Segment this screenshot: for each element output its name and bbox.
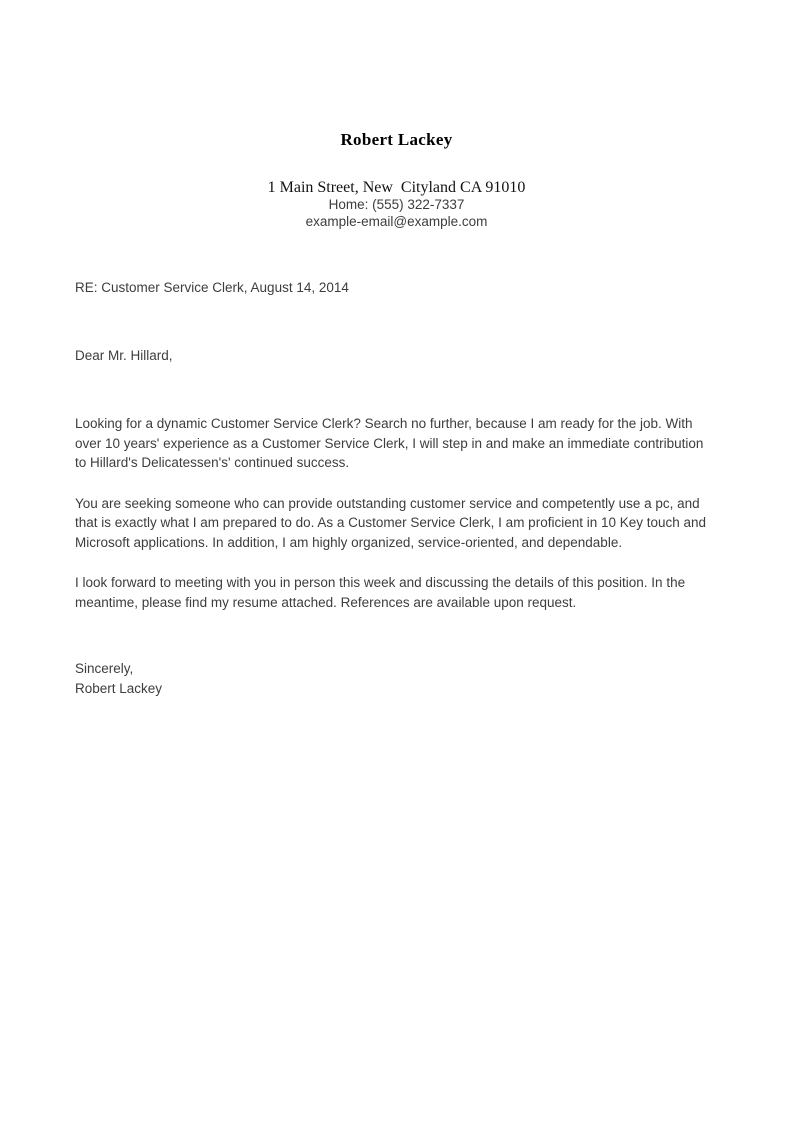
letter-body <box>0 278 793 698</box>
body-paragraph-1: Looking for a dynamic Customer Service Clerk? Search no further, because I am ready for the job. With over 10 years' experience as a Customer Service Clerk, I will step in and make an immediate contribution to Hillard's Delicatessen's' continued success. <box>75 416 704 470</box>
body-paragraph-2: You are seeking someone who can provide outstanding customer service and competently use a pc, and that is exactly what I am prepared to do. As a Customer Service Clerk, I am proficient in 10 Key touch and Microsoft applications. In addition, I am highly organized, service-oriented, and dependable. <box>75 495 707 550</box>
closing-line: Sincerely, <box>75 661 134 676</box>
salutation: Dear Mr. Hillard, <box>75 347 173 363</box>
body-paragraph-3: I look forward to meeting with you in person this week and discussing the details of this position. In the meantime, please find my resume attached. References are available upon request. <box>75 575 686 610</box>
letter-header <box>0 0 793 230</box>
applicant-address: 1 Main Street, New Cityland CA 91010 <box>267 179 526 196</box>
subject-re-line: RE: Customer Service Clerk, August 14, 2014 <box>75 280 349 295</box>
closing-block <box>75 659 714 698</box>
applicant-name-heading: Robert Lackey <box>340 130 453 149</box>
applicant-email: example-email@example.com <box>305 213 488 229</box>
signature-name: Robert Lackey <box>75 680 163 696</box>
applicant-phone: Home: (555) 322-7337 <box>328 197 465 212</box>
